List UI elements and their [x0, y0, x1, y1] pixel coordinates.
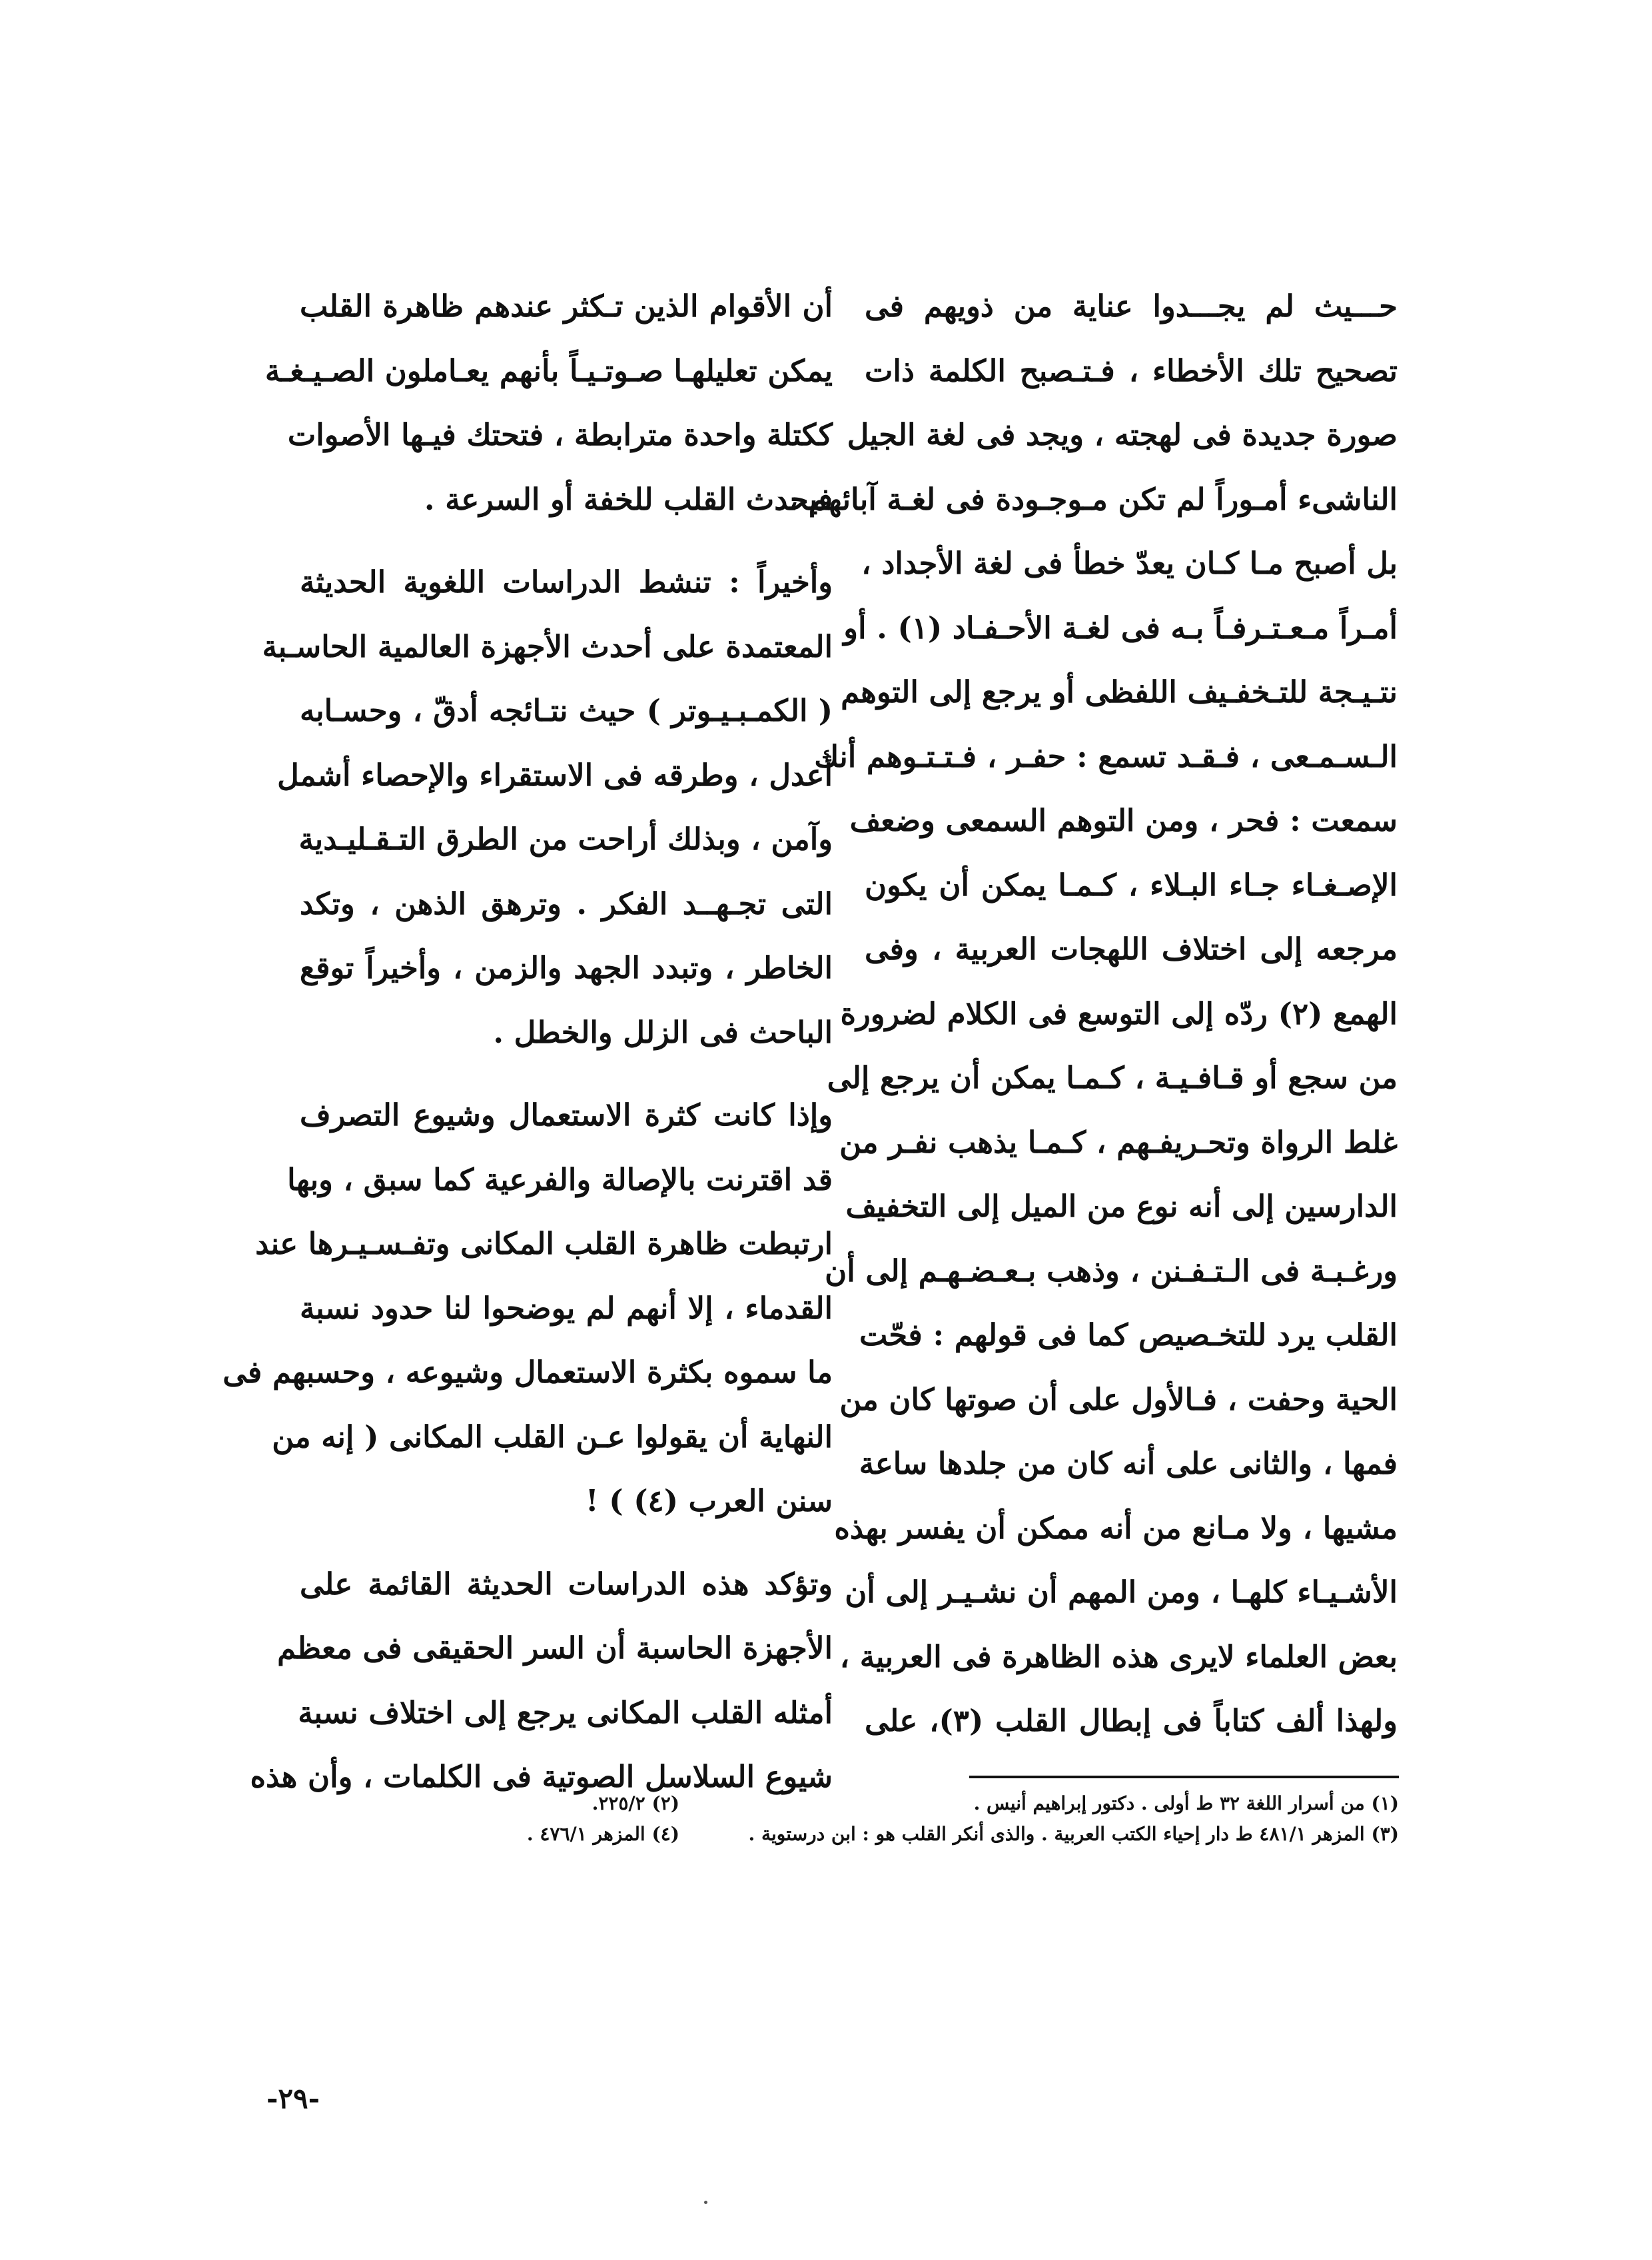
page-number: -٢٩-	[266, 2082, 320, 2115]
text-line: الباحث فى الزلل والخطل .	[493, 1014, 833, 1050]
text-line: تصحيح تلك الأخطاء ، فـتـصبح الكلمة ذات	[865, 352, 1398, 388]
text-line: حـــيث لم يجـــدوا عناية من ذويهم فى	[865, 288, 1398, 324]
text-line: وأخيراً : تنشط الدراسات اللغوية الحديثة	[300, 564, 833, 600]
text-line: المعتمدة على أحدث الأجهزة العالمية الحاسـبة	[262, 628, 833, 664]
paragraph-gap	[300, 1065, 833, 1083]
paragraph-gap	[300, 532, 833, 550]
text-line: سمعت : فحر ، ومن التوهم السمعى وضعف	[849, 803, 1398, 838]
text-line: أعدل ، وطرقه فى الاستقراء والإحصاء أشمل	[277, 757, 833, 793]
text-line: ورغـبـة فى الـتـفـنن ، وذهب بـعـضـهـم إلى أن	[825, 1253, 1398, 1289]
paragraph	[250, 1552, 833, 1810]
scan-speck	[704, 2201, 707, 2204]
text-line: القدماء ، إلا أنهم لم يوضحوا لنا حدود نسبة	[300, 1290, 833, 1326]
paragraph	[264, 275, 833, 532]
footnote-divider	[969, 1776, 1399, 1778]
text-line: وإذا كانت كثرة الاستعمال وشيوع التصرف	[300, 1097, 833, 1133]
footnote-4: (٤) المزهر ٤٧٦/١ .	[526, 1823, 679, 1845]
footnote-2: (٢) ٢٢٥/٢.	[592, 1792, 679, 1814]
text-line: بعض العلماء لايرى هذه الظاهرة فى العربية ،	[839, 1638, 1398, 1674]
footnote-3: (٣) المزهر ٤٨١/١ ط دار إحياء الكتب العربية . والذى أنكر القلب هو : ابن درستوية .	[748, 1823, 1399, 1845]
text-line: نتـيـجة للتـخفـيف اللفظى أو يرجع إلى التوهم	[841, 674, 1398, 710]
paragraph-gap	[300, 1534, 833, 1552]
text-line: الخاطر ، وتبدد الجهد والزمن ، وأخيراً توقع	[300, 950, 833, 985]
text-line: الدارسين إلى أنه نوع من الميل إلى التخفيف	[845, 1189, 1398, 1224]
text-line: الأجهزة الحاسبة أن السر الحقيقى فى معظم	[277, 1630, 833, 1666]
text-line: أمـراً مـعـتـرفـاً بـه فى لغـة الأحـفـاد (١) . أو	[843, 610, 1398, 646]
text-line: من سجع أو قـافـيـة ، كـمـا يمكن أن يرجع إلى	[827, 1060, 1398, 1095]
text-line: الناشىء أمـوراً لم تكن مـوجـودة فى لغـة آبائهم ،	[788, 481, 1398, 517]
text-line: الـسـمـعى ، فـقـد تسمع : حفـر ، فـتـتـوهم أنك	[814, 738, 1398, 774]
text-line: الحية وحفت ، فـالأول على أن صوتها كان من	[839, 1381, 1398, 1417]
right-text-column	[788, 275, 1398, 1754]
text-line: التى تجـهــد الفكر . وترهق الذهن ، وتكد	[300, 885, 833, 921]
paragraph	[222, 1083, 833, 1534]
text-line: أن الأقوام الذين تـكثر عندهم ظاهرة القلب	[300, 288, 833, 324]
text-line: فيحدث القلب للخفة أو السرعة .	[424, 481, 833, 517]
left-text-column	[222, 275, 833, 1810]
footnotes-right	[706, 1788, 1399, 1850]
text-line: صورة جديدة فى لهجته ، ويجد فى لغة الجيل	[847, 417, 1398, 452]
text-line: ولهذا ألف كتاباً فى إبطال القلب (٣)، على	[865, 1703, 1398, 1738]
text-line: أمثله القلب المكانى يرجع إلى اختلاف نسبة	[298, 1694, 833, 1730]
text-line: وتؤكد هذه الدراسات الحديثة القائمة على	[300, 1566, 833, 1602]
text-line: الأشـيـاء كلهـا ، ومن المهم أن نشـيـر إلى أن	[845, 1574, 1398, 1610]
text-line: ارتبطت ظاهرة القلب المكانى وتفـسـيـرها عند	[255, 1226, 833, 1261]
text-line: غلط الرواة وتحـريفـهم ، كـمـا يذهب نفـر من	[839, 1124, 1398, 1160]
text-line: القلب يرد للتخـصيص كما فى قولهم : فحّت	[859, 1317, 1398, 1353]
text-line: الهمع (٢) ردّه إلى التوسع فى الكلام لضرورة	[840, 995, 1398, 1031]
text-line: قد اقترنت بالإصالة والفرعية كما سبق ، وبها	[287, 1161, 833, 1197]
text-line: ( الكمـبـيـوتر ) حيث نتـائجه أدقّ ، وحسـابه	[300, 693, 833, 728]
footnotes-left	[386, 1788, 679, 1850]
text-line: مشيها ، ولا مـانع من أنه ممكن أن يفسر بهذه	[834, 1510, 1398, 1546]
text-line: الإصـغـاء جـاء البـلاء ، كـمـا يمكن أن يكون	[865, 867, 1398, 903]
footnote-1: (١) من أسرار اللغة ٣٢ ط أولى . دكتور إبراهيم أنيس .	[973, 1792, 1399, 1814]
text-line: ما سموه بكثرة الاستعمال وشيوعه ، وحسبهم فى	[222, 1355, 833, 1390]
text-line: مرجعه إلى اختلاف اللهجات العربية ، وفى	[865, 931, 1398, 967]
text-line: فمها ، والثانى على أنه كان من جلدها ساعة	[859, 1446, 1398, 1481]
text-line: يمكن تعليلهـا صـوتـيـاً بأنهم يعـاملون الصـيـغـة	[264, 352, 833, 388]
text-line: ككتلة واحدة مترابطة ، فتحتك فيـها الأصوات	[287, 417, 833, 452]
text-line: بل أصبح مـا كـان يعدّ خطأ فى لغة الأجداد ،	[861, 546, 1398, 581]
text-line: النهاية أن يقولوا عـن القلب المكانى ( إنه من	[272, 1418, 833, 1454]
paragraph	[262, 550, 833, 1065]
text-line: سنن العرب (٤) ) !	[585, 1483, 833, 1518]
text-line: شيوع السلاسل الصوتية فى الكلمات ، وأن هذه	[250, 1759, 833, 1794]
text-line: وآمن ، وبذلك أراحت من الطرق التـقـليـدية	[298, 822, 833, 857]
